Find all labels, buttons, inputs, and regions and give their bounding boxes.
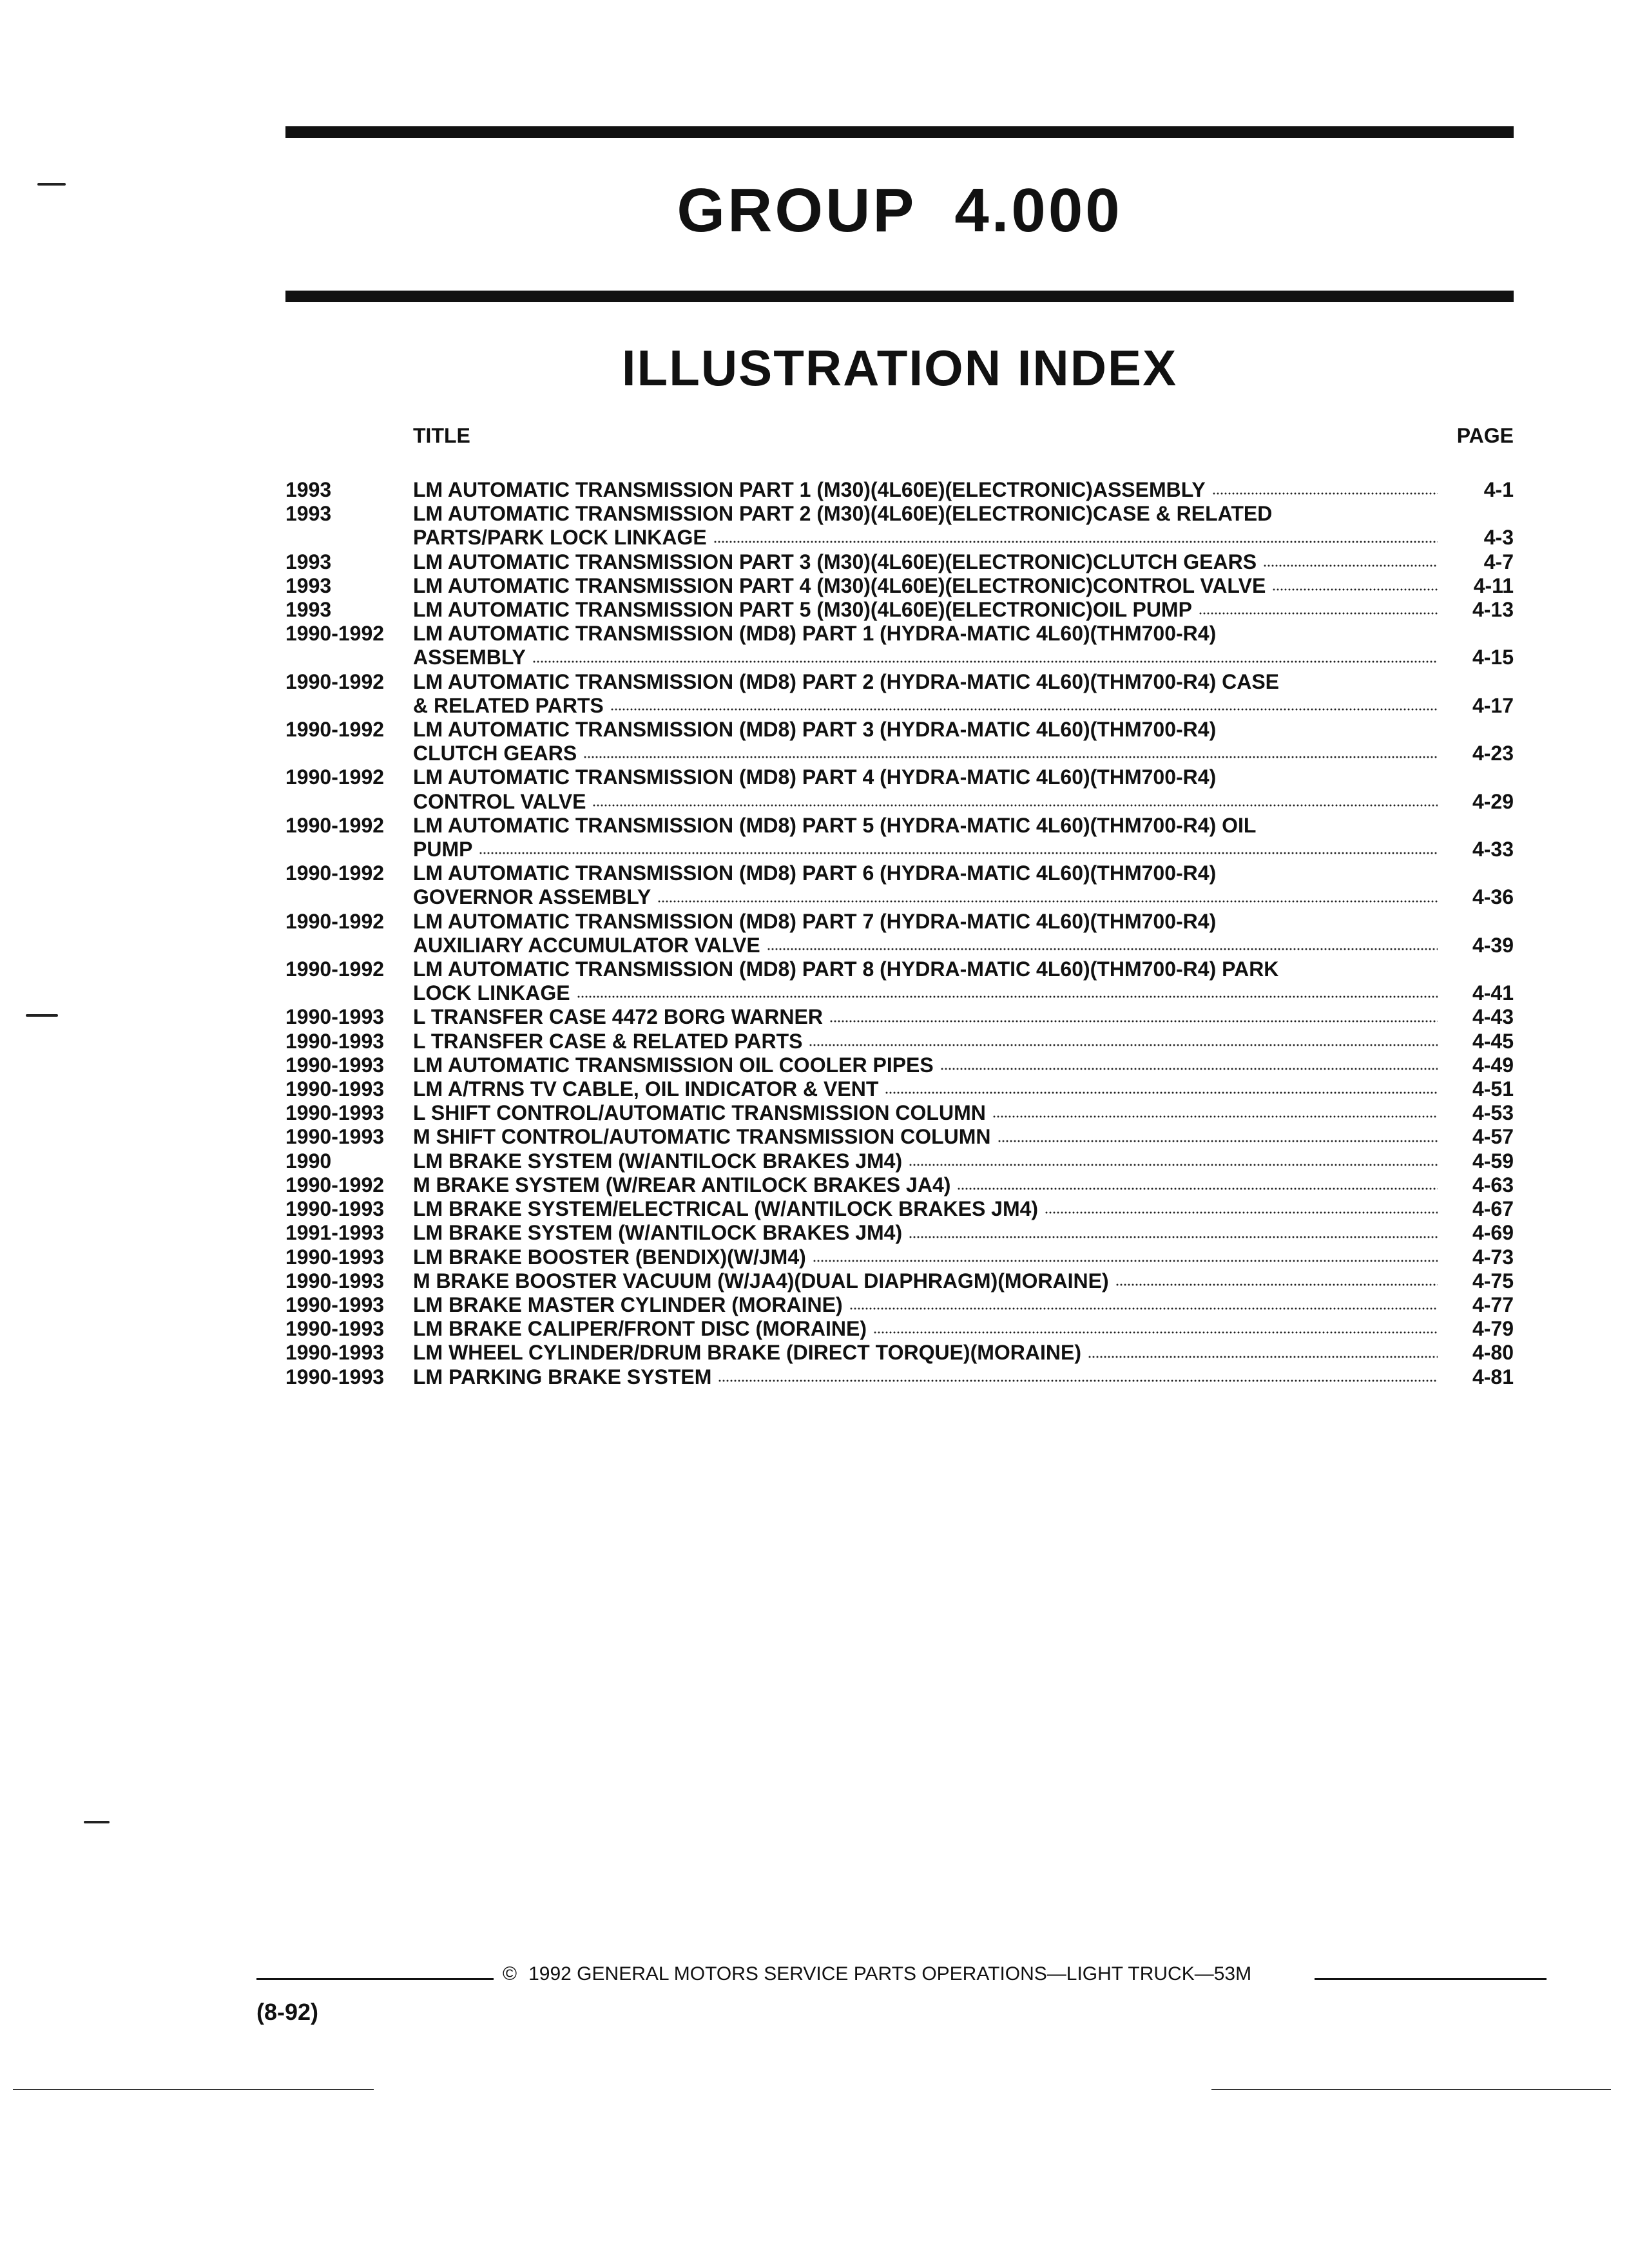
entry-year: 1990-1993 [285,1125,385,1149]
dot-leader [1045,1210,1438,1215]
dot-leader [532,659,1438,664]
entry-page: 4-53 [1472,1101,1514,1125]
entry-year: 1990-1993 [285,1101,385,1125]
header-rule-top [285,126,1514,138]
entry-year: 1990-1993 [285,1077,385,1101]
index-entry [285,574,1514,598]
entry-page: 4-45 [1472,1029,1514,1053]
entry-page: 4-1 [1483,478,1514,501]
entry-title-line: L SHIFT CONTROL/AUTOMATIC TRANSMISSION COLUMN [413,1101,986,1125]
entry-title-last-line [413,598,1514,622]
entry-page: 4-63 [1472,1173,1514,1196]
entry-title-line: M SHIFT CONTROL/AUTOMATIC TRANSMISSION COLUMN [413,1125,991,1149]
margin-mark [84,1821,110,1823]
entry-title-line: & RELATED PARTS [413,693,604,717]
dot-leader [713,539,1438,544]
dot-leader [1272,587,1438,592]
entry-title [413,622,1514,669]
index-entry [285,910,1514,957]
index-entry [285,478,1514,502]
index-entry [285,1101,1514,1125]
entry-year: 1990-1993 [285,1005,385,1029]
entry-title-last-line [413,1245,1514,1269]
entry-page: 4-79 [1472,1317,1514,1341]
entry-title-last-line [413,646,1514,669]
entry-page: 4-41 [1472,981,1514,1005]
entry-title-line: PUMP [413,838,473,861]
dot-leader [1263,563,1438,568]
entry-title [413,765,1514,813]
index-entry [285,1245,1514,1269]
dot-leader [873,1330,1438,1335]
entry-title-line: LM AUTOMATIC TRANSMISSION OIL COOLER PIPES [413,1053,934,1077]
entry-title-line: LM AUTOMATIC TRANSMISSION (MD8) PART 7 (HYDRA-MATIC 4L60)(THM700-R4) [413,909,1217,933]
entry-title-line: LM AUTOMATIC TRANSMISSION PART 1 (M30)(4L60E)(ELECTRONIC)ASSEMBLY [413,478,1206,501]
entry-title-last-line [413,934,1514,957]
entry-page: 4-3 [1483,526,1514,550]
entry-title [413,1101,1514,1125]
dot-leader [909,1162,1438,1168]
entry-title-line: ASSEMBLY [413,646,526,669]
index-entry [285,598,1514,622]
entry-page: 4-49 [1472,1053,1514,1077]
dot-leader [909,1235,1438,1240]
entry-title-line: M BRAKE BOOSTER VACUUM (W/JA4)(DUAL DIAPHRAGM)(MORAINE) [413,1269,1109,1293]
dot-leader [813,1258,1438,1264]
entry-page: 4-39 [1472,933,1514,957]
entry-year: 1990-1993 [285,1029,385,1053]
index-entry [285,765,1514,813]
entry-title-last-line [413,885,1514,909]
entry-title-line: M BRAKE SYSTEM (W/REAR ANTILOCK BRAKES JA4) [413,1173,951,1196]
dot-leader [849,1306,1438,1311]
bottom-edge-line [13,2089,374,2090]
index-entry [285,670,1514,718]
entry-title [413,598,1514,622]
entry-year: 1993 [285,550,332,573]
entry-page: 4-77 [1472,1293,1514,1316]
entry-title-line: LOCK LINKAGE [413,981,570,1005]
entry-page: 4-7 [1483,550,1514,573]
entry-year: 1993 [285,598,332,622]
entry-title-line: LM WHEEL CYLINDER/DRUM BRAKE (DIRECT TORQUE)(MORAINE) [413,1341,1081,1365]
dot-leader [718,1378,1438,1383]
entry-title-last-line [413,1005,1514,1029]
entry-title-line: LM BRAKE BOOSTER (BENDIX)(W/JM4) [413,1245,806,1269]
entry-title-line: LM AUTOMATIC TRANSMISSION (MD8) PART 3 (HYDRA-MATIC 4L60)(THM700-R4) [413,718,1217,742]
entry-page: 4-15 [1472,646,1514,669]
form-code: (8-92) [256,1999,319,2025]
dot-leader [885,1090,1438,1095]
entry-title-line: LM AUTOMATIC TRANSMISSION (MD8) PART 8 (HYDRA-MATIC 4L60)(THM700-R4) PARK [413,957,1279,981]
index-entry [285,718,1514,765]
entry-title [413,1125,1514,1149]
index-entry [285,1125,1514,1149]
entry-year: 1990-1993 [285,1341,385,1365]
dot-leader [1115,1282,1438,1287]
bottom-edge-line [1211,2089,1611,2090]
entry-title-last-line [413,790,1514,814]
entry-title [413,1197,1514,1221]
dot-leader [998,1139,1438,1144]
entry-title [413,1365,1514,1389]
entry-title-last-line [413,1030,1514,1053]
entry-title [413,910,1514,957]
dot-leader [577,994,1438,999]
entry-title [413,1173,1514,1197]
index-entry [285,1149,1514,1173]
entry-year: 1990-1993 [285,1365,385,1389]
entry-title [413,1269,1514,1293]
entry-title-last-line [413,526,1514,550]
entry-title-last-line [413,1149,1514,1173]
entry-title-line: LM BRAKE SYSTEM (W/ANTILOCK BRAKES JM4) [413,1221,903,1245]
entry-title-last-line [413,1365,1514,1389]
entry-title [413,957,1514,1005]
entry-title [413,1317,1514,1341]
entry-title [413,1293,1514,1317]
index-entry [285,1293,1514,1317]
index-entry [285,1221,1514,1245]
index-entry [285,957,1514,1005]
entry-year: 1990-1992 [285,909,385,933]
dot-leader [657,899,1438,904]
entry-year: 1991-1993 [285,1221,385,1245]
entry-title-last-line [413,1077,1514,1101]
dot-leader [809,1043,1438,1048]
entry-year: 1990-1992 [285,718,385,742]
entry-year: 1990-1992 [285,861,385,885]
entry-year: 1990-1993 [285,1197,385,1221]
copyright-symbol: © [503,1963,517,1984]
entry-title [413,861,1514,909]
column-header-page: PAGE [1456,424,1514,447]
entry-page: 4-69 [1472,1221,1514,1245]
entry-title [413,1221,1514,1245]
index-entry [285,814,1514,861]
entry-title-line: L TRANSFER CASE & RELATED PARTS [413,1029,803,1053]
header-rule-bottom [285,291,1514,302]
entry-title-line: LM AUTOMATIC TRANSMISSION PART 2 (M30)(4L60E)(ELECTRONIC)CASE & RELATED [413,502,1273,526]
entry-year: 1990-1993 [285,1293,385,1316]
entry-title-line: LM A/TRNS TV CABLE, OIL INDICATOR & VENT [413,1077,879,1101]
dot-leader [829,1019,1438,1024]
index-entry [285,550,1514,574]
entry-title [413,502,1514,550]
entry-title-line: LM AUTOMATIC TRANSMISSION PART 3 (M30)(4L60E)(ELECTRONIC)CLUTCH GEARS [413,550,1257,573]
entry-title-line: LM AUTOMATIC TRANSMISSION (MD8) PART 6 (HYDRA-MATIC 4L60)(THM700-R4) [413,861,1217,885]
entry-title-last-line [413,742,1514,765]
entry-page: 4-43 [1472,1005,1514,1029]
dot-leader [479,850,1438,856]
entry-title-line: LM AUTOMATIC TRANSMISSION PART 5 (M30)(4L60E)(ELECTRONIC)OIL PUMP [413,598,1192,622]
index-entry [285,1365,1514,1389]
dot-leader [1212,491,1438,496]
entry-title-line: AUXILIARY ACCUMULATOR VALVE [413,933,760,957]
entry-year: 1990-1992 [285,765,385,789]
entry-year: 1990-1993 [285,1317,385,1341]
index-entry [285,1317,1514,1341]
entry-title-last-line [413,550,1514,574]
entry-title-line: LM BRAKE SYSTEM/ELECTRICAL (W/ANTILOCK BRAKES JM4) [413,1197,1039,1221]
index-entry [285,1173,1514,1197]
entry-title-last-line [413,1269,1514,1293]
entry-year: 1993 [285,478,332,501]
entry-title [413,1077,1514,1101]
entry-title [413,1030,1514,1053]
column-header-title: TITLE [413,424,470,447]
dot-leader [1199,611,1438,616]
entry-title-line: LM AUTOMATIC TRANSMISSION (MD8) PART 1 (HYDRA-MATIC 4L60)(THM700-R4) [413,622,1217,646]
entry-year: 1990-1992 [285,813,385,837]
entry-page: 4-36 [1472,885,1514,909]
entry-year: 1990-1993 [285,1245,385,1269]
entry-title-last-line [413,478,1514,502]
entry-title-last-line [413,1197,1514,1221]
entry-title [413,814,1514,861]
entry-page: 4-29 [1472,789,1514,813]
entry-year: 1990-1993 [285,1053,385,1077]
entry-title-last-line [413,838,1514,861]
entry-title-line: LM BRAKE MASTER CYLINDER (MORAINE) [413,1293,843,1316]
entry-title-last-line [413,1317,1514,1341]
margin-mark [37,183,66,186]
entry-year: 1990-1992 [285,669,385,693]
entry-year: 1990-1992 [285,957,385,981]
entry-title-last-line [413,1341,1514,1365]
dot-leader [940,1066,1438,1072]
entry-title-line: LM PARKING BRAKE SYSTEM [413,1365,712,1389]
index-title: ILLUSTRATION INDEX [621,340,1178,396]
dot-leader [610,707,1438,712]
entry-title-line: LM BRAKE CALIPER/FRONT DISC (MORAINE) [413,1317,867,1341]
entry-title-last-line [413,1221,1514,1245]
entry-title [413,1149,1514,1173]
entry-title [413,670,1514,718]
entry-title-line: GOVERNOR ASSEMBLY [413,885,651,909]
entry-title-last-line [413,1125,1514,1149]
entry-title [413,550,1514,574]
entry-page: 4-80 [1472,1341,1514,1365]
entry-page: 4-33 [1472,838,1514,861]
dot-leader [583,754,1438,760]
entry-title-line: L TRANSFER CASE 4472 BORG WARNER [413,1005,823,1029]
entry-title-line: CLUTCH GEARS [413,742,577,765]
entry-title-line: LM BRAKE SYSTEM (W/ANTILOCK BRAKES JM4) [413,1149,903,1173]
footer-text: 1992 GENERAL MOTORS SERVICE PARTS OPERATIONS—LIGHT TRUCK—53M [528,1963,1252,1984]
index-entry [285,1053,1514,1077]
entry-title [413,1053,1514,1077]
dot-leader [592,803,1438,808]
dot-leader [1088,1354,1438,1360]
entry-year: 1990 [285,1149,332,1173]
entry-page: 4-73 [1472,1245,1514,1269]
entry-title [413,574,1514,598]
footer-copyright [503,1963,1251,1985]
entry-page: 4-59 [1472,1149,1514,1173]
entry-year: 1993 [285,502,332,526]
group-title: GROUP 4.000 [677,176,1123,245]
entry-title [413,1341,1514,1365]
index-entry [285,1005,1514,1029]
entry-title-line: LM AUTOMATIC TRANSMISSION (MD8) PART 5 (HYDRA-MATIC 4L60)(THM700-R4) OIL [413,813,1257,837]
footer-rule-right [1315,1978,1547,1980]
entry-year: 1990-1992 [285,622,385,646]
index-entry [285,1197,1514,1221]
entry-page: 4-23 [1472,742,1514,765]
dot-leader [992,1114,1438,1119]
entry-year: 1993 [285,573,332,597]
index-entry [285,1341,1514,1365]
dot-leader [767,947,1438,952]
entry-page: 4-17 [1472,693,1514,717]
entry-title-last-line [413,694,1514,718]
index-entry [285,622,1514,669]
entry-title-last-line [413,1053,1514,1077]
entry-title-line: LM AUTOMATIC TRANSMISSION (MD8) PART 4 (HYDRA-MATIC 4L60)(THM700-R4) [413,765,1217,789]
index-entry [285,1030,1514,1053]
entry-page: 4-81 [1472,1365,1514,1389]
entry-title-last-line [413,1173,1514,1197]
entry-page: 4-13 [1472,598,1514,622]
index-entry [285,1269,1514,1293]
index-entry [285,502,1514,550]
illustration-index-list [285,478,1514,1389]
entry-page: 4-57 [1472,1125,1514,1149]
entry-title-line: LM AUTOMATIC TRANSMISSION (MD8) PART 2 (HYDRA-MATIC 4L60)(THM700-R4) CASE [413,669,1280,693]
entry-title-line: PARTS/PARK LOCK LINKAGE [413,526,707,550]
entry-title [413,1005,1514,1029]
margin-mark [26,1014,58,1017]
entry-title-last-line [413,981,1514,1005]
entry-page: 4-51 [1472,1077,1514,1101]
entry-year: 1990-1992 [285,1173,385,1196]
entry-page: 4-11 [1473,573,1514,597]
entry-page: 4-75 [1472,1269,1514,1293]
footer-rule-left [256,1978,494,1980]
entry-title-line: CONTROL VALVE [413,789,586,813]
entry-title-last-line [413,1101,1514,1125]
entry-title-last-line [413,1293,1514,1317]
entry-title [413,718,1514,765]
entry-title-line: LM AUTOMATIC TRANSMISSION PART 4 (M30)(4L60E)(ELECTRONIC)CONTROL VALVE [413,573,1266,597]
entry-title-last-line [413,574,1514,598]
entry-title [413,478,1514,502]
index-entry [285,861,1514,909]
entry-year: 1990-1993 [285,1269,385,1293]
entry-page: 4-67 [1472,1197,1514,1221]
dot-leader [957,1186,1438,1191]
entry-title [413,1245,1514,1269]
index-entry [285,1077,1514,1101]
